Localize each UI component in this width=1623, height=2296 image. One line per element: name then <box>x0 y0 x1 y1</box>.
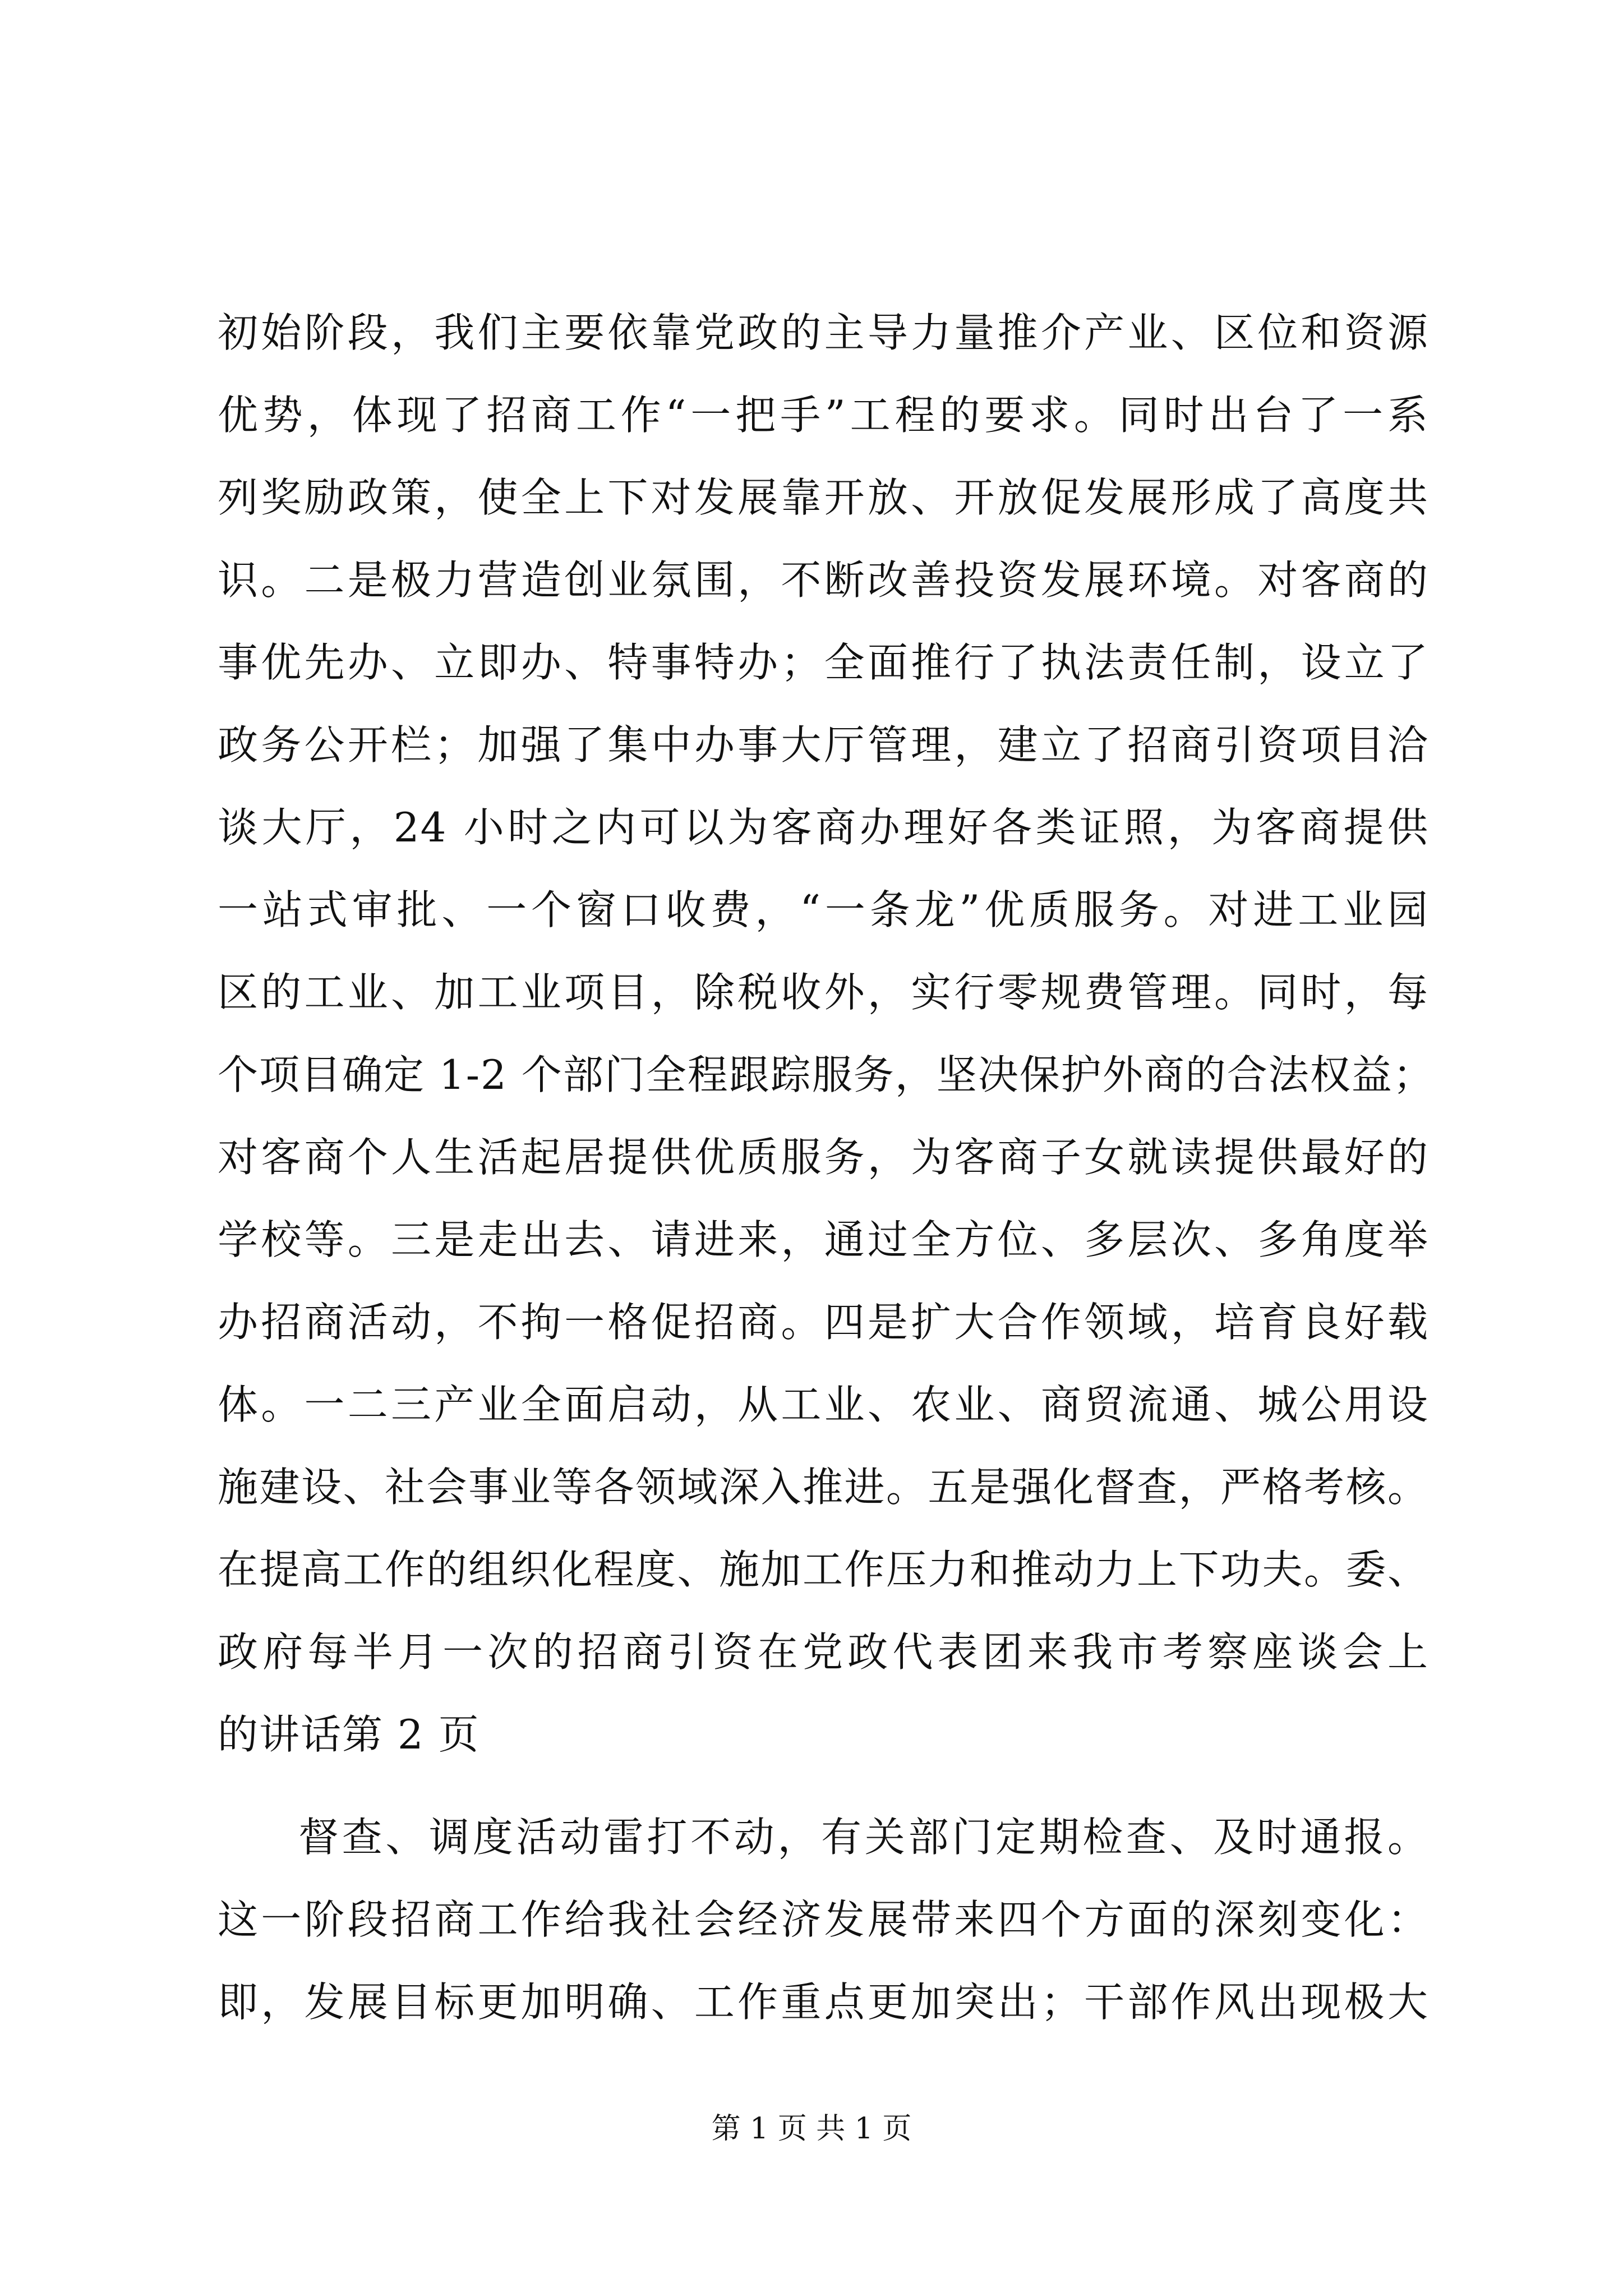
text-line: 办招商活动，不拘一格促招商。四是扩大合作领域，培育良好载 <box>218 1299 1429 1346</box>
text-line: 优势，体现了招商工作“一把手”工程的要求。同时出台了一系 <box>218 392 1429 439</box>
text-line: 在提高工作的组织化程度、施加工作压力和推动力上下功夫。委、 <box>218 1546 1429 1593</box>
text-line: 督查、调度活动雷打不动，有关部门定期检查、及时通报。 <box>298 1814 1429 1861</box>
text-line: 的讲话第 2 页 <box>218 1711 480 1758</box>
text-line: 这一阶段招商工作给我社会经济发展带来四个方面的深刻变化： <box>218 1896 1429 1943</box>
text-line: 区的工业、加工业项目，除税收外，实行零规费管理。同时，每 <box>218 969 1429 1016</box>
paragraph-spacer <box>218 1776 1429 1796</box>
text-line: 施建设、社会事业等各领域深入推进。五是强化督查，严格考核。 <box>218 1464 1429 1511</box>
text-line: 学校等。三是走出去、请进来，通过全方位、多层次、多角度举 <box>218 1216 1429 1263</box>
page-number-label: 第 1 页 共 1 页 <box>711 2112 912 2146</box>
text-line: 列奖励政策，使全上下对发展靠开放、开放促发展形成了高度共 <box>218 474 1429 521</box>
text-line: 政府每半月一次的招商引资在党政代表团来我市考察座谈会上 <box>218 1628 1429 1676</box>
text-line: 一站式审批、一个窗口收费，“一条龙”优质服务。对进工业园 <box>218 886 1429 933</box>
document-body <box>218 292 1435 2044</box>
text-line: 即，发展目标更加明确、工作重点更加突出；干部作风出现极大 <box>218 1978 1429 2026</box>
text-line: 初始阶段，我们主要依靠党政的主导力量推介产业、区位和资源 <box>218 309 1429 356</box>
paragraph-2 <box>218 1796 1429 2044</box>
text-line: 谈大厅，24 小时之内可以为客商办理好各类证照，为客商提供 <box>218 804 1429 851</box>
text-line: 政务公开栏；加强了集中办事大厅管理，建立了招商引资项目洽 <box>218 721 1429 769</box>
text-line: 事优先办、立即办、特事特办；全面推行了执法责任制，设立了 <box>218 639 1429 686</box>
text-line: 体。一二三产业全面启动，从工业、农业、商贸流通、城公用设 <box>218 1381 1429 1428</box>
text-line: 识。二是极力营造创业氛围，不断改善投资发展环境。对客商的 <box>218 556 1429 604</box>
page-footer <box>0 2109 1623 2148</box>
paragraph-1 <box>218 292 1435 1776</box>
text-line: 个项目确定 1-2 个部门全程跟踪服务，坚决保护外商的合法权益； <box>218 1051 1435 1098</box>
text-line: 对客商个人生活起居提供优质服务，为客商子女就读提供最好的 <box>218 1134 1429 1181</box>
